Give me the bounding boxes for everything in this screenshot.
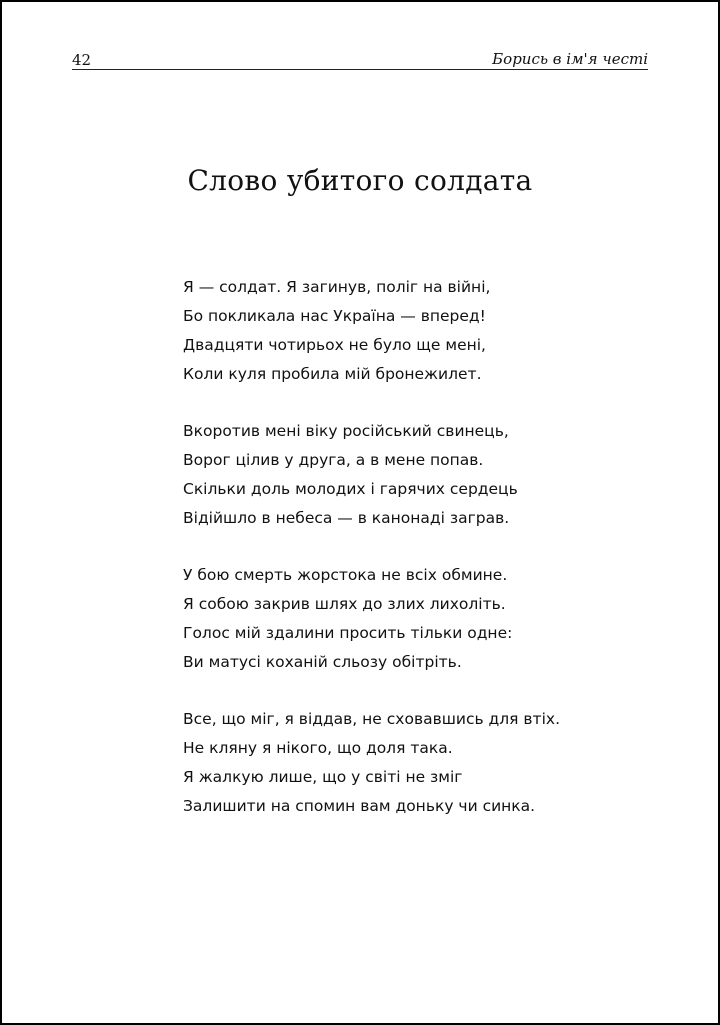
poem-body — [183, 273, 623, 849]
poem-line: Відійшло в небеса — в канонаді заграв. — [183, 509, 510, 527]
poem-line: Голос мій здалини просить тільки одне: — [183, 624, 513, 642]
running-title: Борись в ім'я честі — [492, 50, 648, 68]
poem-line: Ви матусі коханій сльозу обітріть. — [183, 653, 462, 671]
poem-line: Бо покликала нас Україна — вперед! — [183, 307, 486, 325]
stanza-2 — [183, 417, 623, 533]
poem-line: Скільки доль молодих і гарячих сердець — [183, 480, 518, 498]
stanza-4 — [183, 705, 623, 821]
page-number: 42 — [72, 51, 92, 69]
poem-line: Я собою закрив шлях до злих лихоліть. — [183, 595, 506, 613]
poem-line: Двадцяти чотирьох не було ще мені, — [183, 336, 486, 354]
poem-line: Все, що міг, я віддав, не сховавшись для втіх. — [183, 710, 560, 728]
poem-line: Не кляну я нікого, що доля така. — [183, 739, 453, 757]
poem-line: Ворог цілив у друга, а в мене попав. — [183, 451, 484, 469]
poem-line: Я жалкую лише, що у світі не зміг — [183, 768, 463, 786]
stanza-1 — [183, 273, 623, 389]
stanza-3 — [183, 561, 623, 677]
poem-title: Слово убитого солдата — [187, 164, 533, 197]
poem-line: Залишити на спомин вам доньку чи синка. — [183, 797, 536, 815]
poem-line: Я — солдат. Я загинув, поліг на війні, — [183, 278, 491, 296]
poem-line: Коли куля пробила мій бронежилет. — [183, 365, 482, 383]
page-header — [72, 49, 648, 70]
poem-line: У бою смерть жорстока не всіх обмине. — [183, 566, 508, 584]
poem-line: Вкоротив мені віку російський свинець, — [183, 422, 509, 440]
